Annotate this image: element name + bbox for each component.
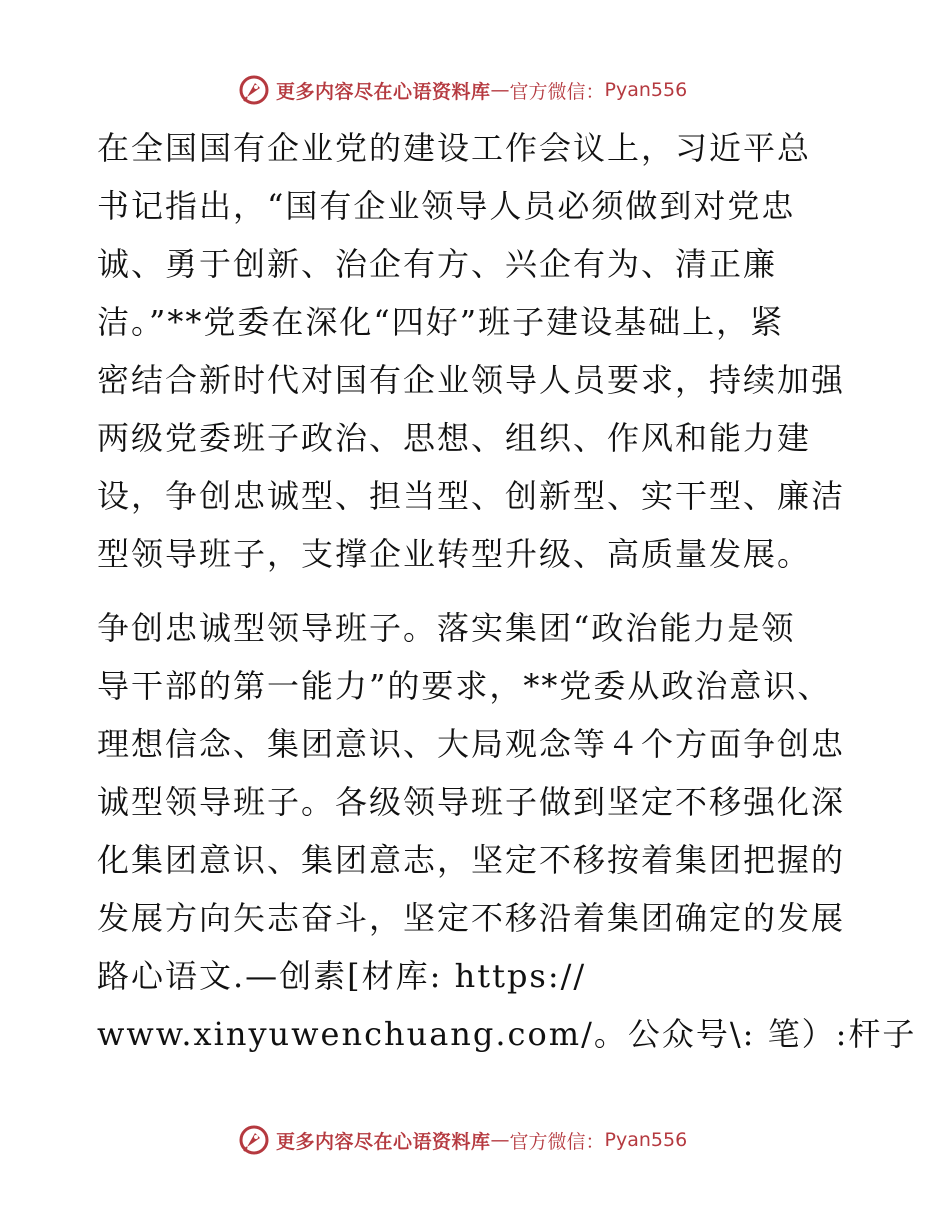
text-line: 导干部的第一能力”的要求，**党委从政治意识、: [97, 667, 832, 705]
text-line: 型领导班子，支撑企业转型升级、高质量发展。: [97, 535, 812, 573]
text-line: 化集团意识、集团意志，坚定不移按着集团把握的: [97, 841, 846, 879]
text-line: 在全国国有企业党的建设工作会议上，习近平总: [97, 129, 812, 167]
text-line: www.xinyuwenchuang.com/。公众号\: 笔）:杆子: [97, 1015, 917, 1053]
text-line: 发展方向矢志奋斗，坚定不移沿着集团确定的发展: [97, 899, 846, 937]
header-banner: [238, 73, 687, 107]
pen-nib-logo-icon: [238, 1124, 270, 1156]
text-line: 诚型领导班子。各级领导班子做到坚定不移强化深: [97, 783, 846, 821]
banner-wechat-id: Pyan556: [604, 79, 688, 101]
text-line: 路心语文.—创素[材库: https://: [97, 957, 587, 995]
pen-nib-logo-icon: [238, 74, 270, 106]
text-line: 书记指出，“国有企业领导人员必须做到对党忠: [97, 187, 796, 225]
text-line: 诚、勇于创新、治企有方、兴企有为、清正廉: [97, 245, 778, 283]
banner-site-text: 更多内容尽在心语资料库: [276, 1130, 491, 1153]
banner-wechat-label: 官方微信：: [509, 1130, 605, 1153]
footer-banner: [238, 1123, 687, 1157]
banner-site-text: 更多内容尽在心语资料库: [276, 80, 491, 103]
banner-wechat-label: 官方微信：: [509, 80, 605, 103]
banner-separator: —: [490, 79, 510, 101]
text-line: 洁。”**党委在深化“四好”班子建设基础上，紧: [97, 303, 785, 341]
text-line: 密结合新时代对国有企业领导人员要求，持续加强: [97, 361, 846, 399]
banner-wechat-id: Pyan556: [604, 1129, 688, 1151]
text-line: 争创忠诚型领导班子。落实集团“政治能力是领: [97, 609, 796, 647]
banner-separator: —: [490, 1129, 510, 1151]
text-line: 两级党委班子政治、思想、组织、作风和能力建: [97, 419, 812, 457]
text-line: 理想信念、集团意识、大局观念等４个方面争创忠: [97, 725, 846, 763]
text-line: 设，争创忠诚型、担当型、创新型、实干型、廉洁: [97, 477, 846, 515]
